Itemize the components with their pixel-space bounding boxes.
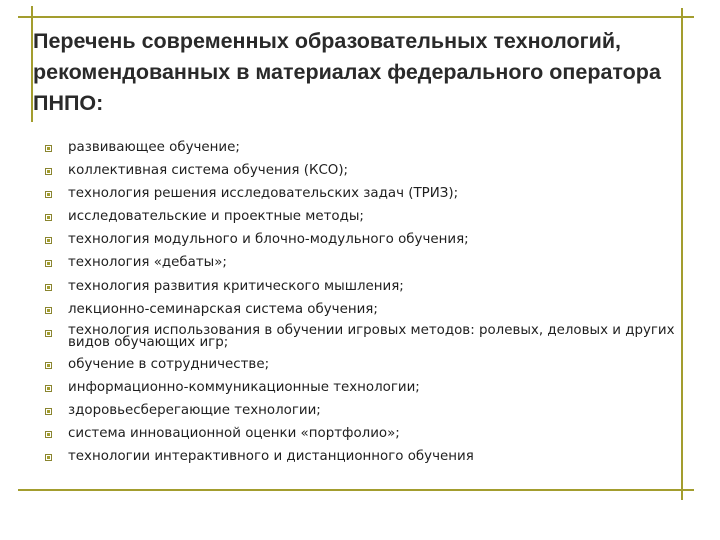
square-bullet-icon xyxy=(45,454,52,461)
square-bullet-icon xyxy=(45,214,52,221)
list-item xyxy=(45,279,675,294)
square-bullet-icon xyxy=(45,330,52,337)
list-item xyxy=(45,380,675,395)
list-item-text: лекционно-семинарская система обучения; xyxy=(68,301,378,317)
frame-line-bottom xyxy=(18,489,694,491)
list-item xyxy=(45,140,675,155)
slide-title: Перечень современных образовательных технологий, рекомендованных в материалах федерального оператора ПНПО: xyxy=(33,29,661,115)
square-bullet-icon xyxy=(45,260,52,267)
list-item xyxy=(45,209,675,224)
technology-list xyxy=(45,140,675,472)
frame-line-right xyxy=(681,8,683,500)
square-bullet-icon xyxy=(45,431,52,438)
square-bullet-icon xyxy=(45,307,52,314)
square-bullet-icon xyxy=(45,385,52,392)
list-item-text: технология «дебаты»; xyxy=(68,255,227,271)
list-item xyxy=(45,322,675,350)
list-item-text: исследовательские и проектные методы; xyxy=(68,209,364,225)
list-item xyxy=(45,403,675,418)
list-item-text: информационно-коммуникационные технологии; xyxy=(68,379,420,395)
square-bullet-icon xyxy=(45,408,52,415)
square-bullet-icon xyxy=(45,284,52,291)
list-item-text: развивающее обучение; xyxy=(68,140,240,155)
list-item xyxy=(45,449,675,464)
list-item-text: технология модульного и блочно-модульного обучения; xyxy=(68,232,469,248)
list-item xyxy=(45,426,675,441)
square-bullet-icon xyxy=(45,168,52,175)
square-bullet-icon xyxy=(45,362,52,369)
list-item xyxy=(45,357,675,372)
list-item xyxy=(45,186,675,201)
list-item-text: технология развития критического мышления; xyxy=(68,278,404,294)
list-item xyxy=(45,255,675,270)
list-item-text: технологии интерактивного и дистанционного обучения xyxy=(68,449,474,465)
list-item-text: здоровьесберегающие технологии; xyxy=(68,403,321,419)
list-item-text: коллективная система обучения (КСО); xyxy=(68,163,349,179)
list-item-text: технология решения исследовательских задач (ТРИЗ); xyxy=(68,186,459,202)
square-bullet-icon xyxy=(45,237,52,244)
list-item-text: обучение в сотрудничестве; xyxy=(68,356,270,372)
list-item-text: система инновационной оценки «портфолио»; xyxy=(68,426,400,442)
list-item xyxy=(45,302,675,317)
list-item-text: технология использования в обучении игровых методов: ролевых, деловых и других видов обучающих игр; xyxy=(68,322,675,350)
square-bullet-icon xyxy=(45,191,52,198)
frame-line-top xyxy=(18,16,694,18)
list-item xyxy=(45,232,675,247)
square-bullet-icon xyxy=(45,145,52,152)
list-item xyxy=(45,163,675,178)
